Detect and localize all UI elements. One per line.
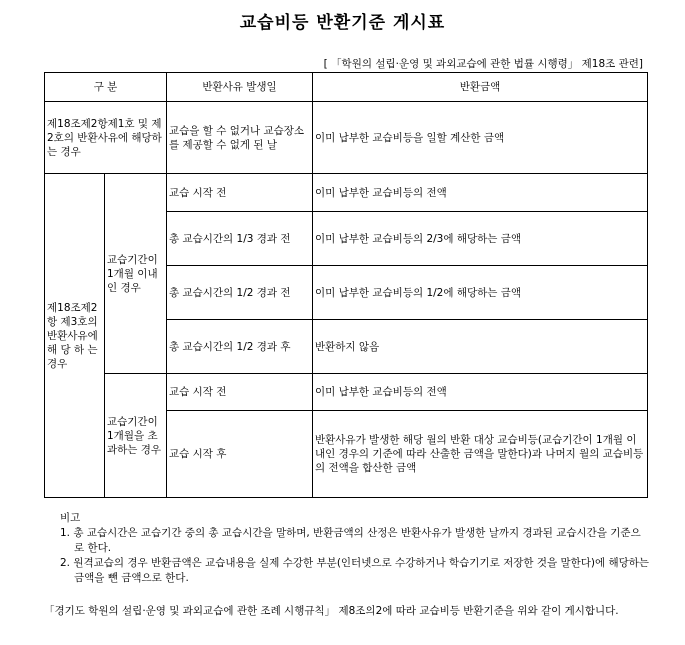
group2-category: 제18조제2항 제3호의 반환사유에 해 당 하 는 경우 [45, 174, 105, 498]
notes [60, 511, 650, 586]
sub2-row2-amount: 반환사유가 발생한 해당 월의 반환 대상 교습비등(교습기간이 1개월 이내인 경우의 기준에 따라 산출한 금액을 말한다)과 나머지 월의 교습비등의 전액을 합산한 금액 [313, 411, 648, 498]
note-item: 1. 총 교습시간은 교습기간 중의 총 교습시간을 말하며, 반환금액의 산정은 반환사유가 발생한 날까지 경과된 교습시간을 기준으로 한다. [60, 527, 641, 554]
sub1-label: 교습기간이 1개월 이내인 경우 [105, 174, 167, 374]
sub2-label: 교습기간이 1개월을 초과하는 경우 [105, 374, 167, 498]
row1-category: 제18조제2항제1호 및 제2호의 반환사유에 해당하는 경우 [45, 102, 167, 174]
sub1-row3-date: 총 교습시간의 1/2 경과 전 [167, 266, 313, 320]
notes-heading: 비고 [60, 512, 81, 524]
sub2-row1-date: 교습 시작 전 [167, 374, 313, 411]
sub1-row2-date: 총 교습시간의 1/3 경과 전 [167, 212, 313, 266]
legal-reference: [ 「학원의 설립·운영 및 과외교습에 관한 법률 시행령」 제18조 관련] [323, 58, 643, 70]
sub1-row2-amount: 이미 납부한 교습비등의 2/3에 해당하는 금액 [313, 212, 648, 266]
sub1-row4-date: 총 교습시간의 1/2 경과 후 [167, 320, 313, 374]
table-row [45, 174, 648, 212]
sub1-row1-amount: 이미 납부한 교습비등의 전액 [313, 174, 648, 212]
note-item: 2. 원격교습의 경우 반환금액은 교습내용을 실제 수강한 부분(인터넷으로 수강하거나 학습기기로 저장한 것을 말한다)에 해당하는 금액을 뺀 금액으로 한다. [60, 557, 650, 584]
table-row [45, 102, 648, 174]
page-title: 교습비등 반환기준 게시표 [239, 13, 446, 33]
table-header-row [45, 73, 648, 102]
header-amount: 반환금액 [313, 73, 648, 102]
sub2-row1-amount: 이미 납부한 교습비등의 전액 [313, 374, 648, 411]
header-category: 구 분 [45, 73, 167, 102]
row1-amount: 이미 납부한 교습비등을 일할 계산한 금액 [313, 102, 648, 174]
sub1-row1-date: 교습 시작 전 [167, 174, 313, 212]
footer-notice: 「경기도 학원의 설립·운영 및 과외교습에 관한 조례 시행규칙」 제8조의2에 따라 교습비등 반환기준을 위와 같이 게시합니다. [44, 605, 619, 617]
sub1-row3-amount: 이미 납부한 교습비등의 1/2에 해당하는 금액 [313, 266, 648, 320]
sub2-row2-date: 교습 시작 후 [167, 411, 313, 498]
refund-table [44, 72, 648, 498]
row1-date: 교습을 할 수 없거나 교습장소를 제공할 수 없게 된 날 [167, 102, 313, 174]
table-row [45, 374, 648, 411]
sub1-row4-amount: 반환하지 않음 [313, 320, 648, 374]
header-date: 반환사유 발생일 [167, 73, 313, 102]
